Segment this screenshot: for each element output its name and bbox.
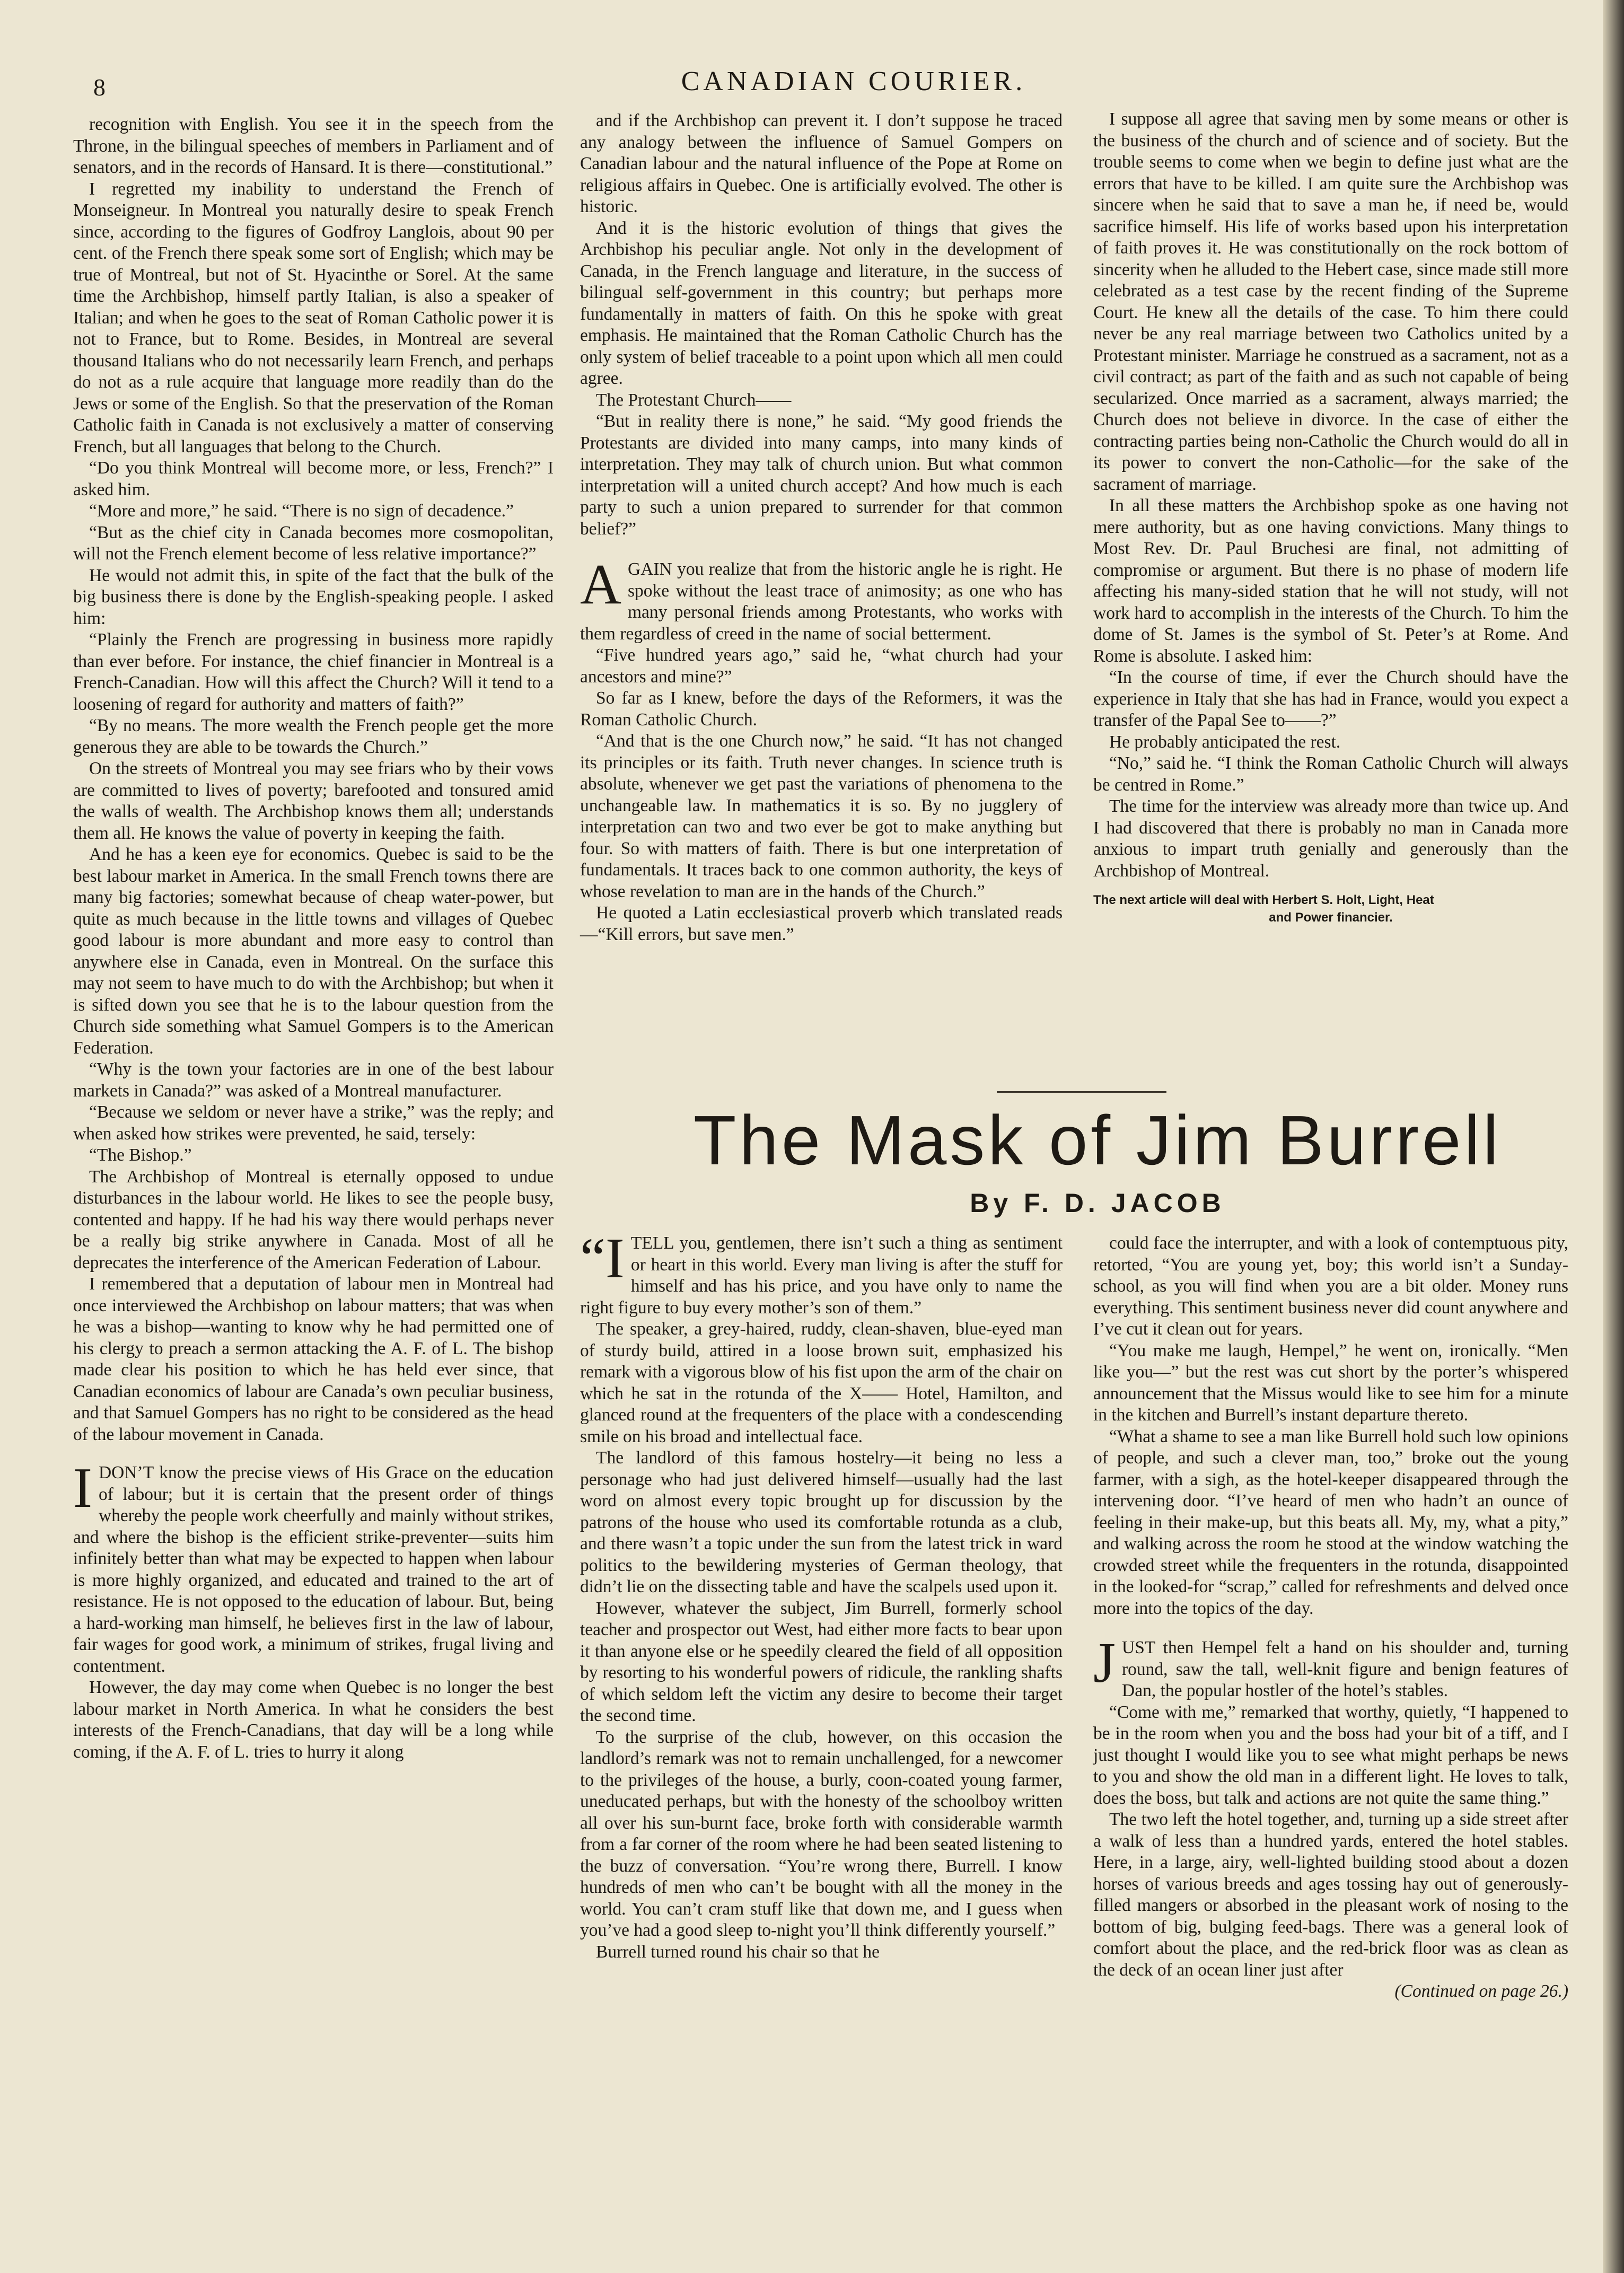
paragraph: So far as I knew, before the days of the Reformers, it was the Roman Catholic Church.	[580, 688, 1063, 730]
paragraph: The Archbishop of Montreal is eternally opposed to undue disturbances in the labour world. He likes to see the people busy, contented and happy. If he had his way there would perhaps never be a really big strike anywhere in Canada. Most of all he deprecates the interference of the American Federation of Labour.	[73, 1166, 554, 1272]
paragraph: And it is the historic evolution of things that gives the Archbishop his peculiar angle. Not only in the development of Canada, in the French language and literature, in the success of bilingual self-government in this country; but perhaps more fundamentally in matters of faith. On this he spoke with great emphasis. He maintained that the Roman Catholic Church has the only system of belief traceable to a point upon which all men could agree.	[580, 218, 1063, 388]
story-column-2	[580, 1227, 1063, 1963]
story-column-3	[1093, 1233, 1568, 2003]
drop-cap: A	[580, 553, 621, 616]
paragraph: “Plainly the French are progressing in business more rapidly than ever before. For instance, the chief financier in Montreal is a French-Canadian. How will this affect the Church? Will it tend to a loosening of regard for authority and matters of faith?”	[73, 630, 554, 714]
paragraph: In all these matters the Archbishop spoke as one having not mere authority, but as one having convictions. Many things to Most Rev. Dr. Paul Bruchesi are final, not admitting of compromise or argument. But there is no phase of modern life affecting his many-sided station that he will not study, will not work hard to accomplish in the interests of the Church. To him the dome of St. James is the symbol of St. Peter’s at Rome. And Rome is absolute. I asked him:	[1093, 496, 1568, 666]
paragraph: The time for the interview was already more than twice up. And I had discovered that there is probably no man in Canada more anxious to impart truth genially and generously than the Archbishop of Montreal.	[1093, 796, 1568, 881]
column-1	[73, 114, 554, 1763]
paragraph: “More and more,” he said. “There is no sign of decadence.”	[89, 501, 514, 521]
paragraph	[580, 553, 1063, 645]
paragraph: “In the course of time, if ever the Church should have the experience in Italy that she has had in France, would you expect a transfer of the Papal See to——?”	[1093, 668, 1568, 730]
paragraph: “But as the chief city in Canada becomes more cosmopolitan, will not the French element become of less relative importance?”	[73, 522, 554, 564]
paragraph: However, whatever the subject, Jim Burrell, formerly school teacher and prospector out West, had either more facts to bear upon it than anyone else or he speedily cleared the field of all opposition by resorting to his wonderful powers of ridicule, the rankling shafts of which seldom left the victim any desire to become their target the second time.	[580, 1598, 1063, 1725]
paragraph: “Why is the town your factories are in one of the best labour markets in Canada?” was asked of a Montreal manufacturer.	[73, 1059, 554, 1101]
paragraph: The landlord of this famous hostelry—it being no less a personage who had just delivered himself—usually had the last word on almost every topic brought up for discussion by the patrons of the house who used its comfortable rotunda as a club, and there wasn’t a topic under the sun from the latest trick in ward politics to the bewildering mysteries of German theology, that didn’t lie on the dissecting table and have the scalpels used upon it.	[580, 1448, 1063, 1596]
paragraph: could face the interrupter, and with a look of contemptuous pity, retorted, “You are young yet, boy; this world isn’t a Sunday-school, as you will find when you are a bit older. Money runs everything. This sentiment business never did count anywhere and I’ve cut it clean out for years.	[1093, 1233, 1568, 1339]
note-line-1: The next article will deal with Herbert S. Holt, Light, Heat	[1093, 893, 1434, 907]
drop-cap: “I	[580, 1227, 625, 1290]
paragraph: He quoted a Latin ecclesiastical proverb which translated reads—“Kill errors, but save men.”	[580, 903, 1063, 944]
story-column-3-paragraphs-b	[1093, 1702, 1568, 1981]
story-byline: By F. D. JACOB	[970, 1188, 1225, 1218]
paragraph: “But in reality there is none,” he said. “My good friends the Protestants are divided into many camps, into many kinds of interpretation. They may talk of church union. But what common interpretation will a united church accept? And how much is each party to such a union prepared to surrender for that common belief?”	[580, 411, 1063, 539]
paragraph: On the streets of Montreal you may see friars who by their vows are committed to lives of poverty; barefooted and tonsured amid the walls of wealth. The Archbishop knows them all; understands them all. He knows the value of poverty in keeping the faith.	[73, 759, 554, 843]
paragraph: and if the Archbishop can prevent it. I don’t suppose he traced any analogy between the influence of Samuel Gompers on Canadian labour and the natural influence of the Pope at Rome on religious affairs in Quebec. One is artificially evolved. The other is historic.	[580, 111, 1063, 216]
paragraph: He probably anticipated the rest.	[1109, 732, 1341, 752]
paragraph: I regretted my inability to understand the French of Monseigneur. In Montreal you naturally desire to speak French since, according to the figures of Godfroy Langlois, about 90 per cent. of the French there speak some sort of English; which may be true of Montreal, but not of St. Hyacinthe or Sorel. At the same time the Archbishop, himself partly Italian, is also a speaker of Italian; and when he goes to the seat of Roman Catholic power it is not to France, but to Rome. Besides, in Montreal are several thousand Italians who do not necessarily learn French, and perhaps do not as a rule acquire that language more readily than do the Jews or some of the English. So that the preservation of the Roman Catholic faith in Canada is not exclusively a matter of conserving French, but all languages that belong to the Church.	[73, 179, 554, 457]
paragraph	[580, 1227, 1063, 1319]
separator-rule	[997, 1091, 1166, 1093]
paragraph: “And that is the one Church now,” he said. “It has not changed its principles or its faith. Truth never changes. In science truth is absolute, whenever we get past the variations of phenomena to the unchangeable law. In mathematics it is so. By no jugglery of interpretation can two and two ever be got to make anything but four. So with matters of faith. There is but one interpretation of fundamentals. It traces back to one common authority, the keys of whose revelation to man are in the hands of the Church.”	[580, 731, 1063, 901]
paragraph: The speaker, a grey-haired, ruddy, clean-shaven, blue-eyed man of sturdy build, attired in a loose brown suit, emphasized his remark with a vigorous blow of his fist upon the arm of the chair on which he sat in the rotunda of the X—— Hotel, Hamilton, and glanced round at the frequenters of the place with a condescending smile on his broad and intellectual face.	[580, 1319, 1063, 1446]
paragraph: I suppose all agree that saving men by some means or other is the business of the church and of science and of society. But the trouble seems to come when we begin to define just what are the errors that have to be killed. I am quite sure the Archbishop was sincere when he said that to save a man he, if need be, would sacrifice himself. His life of works based upon his interpretation of faith proves it. He was constitutionally on the rock bottom of sincerity when he alluded to the Hebert case, since made still more celebrated as a test case by the recent finding of the Supreme Court. He knew all the details of the case. To him there could never be any real marriage between two Catholics united by a Protestant minister. Marriage he construed as a sacrament, not as a civil contract; as part of the faith and as such not capable of being secularized. Once married as a sacrament, always married; the Church does not believe in divorce. In the case of either the contracting parties being non-Catholic the Church would do all in its power to convert the non-Catholic—for the sake of the sacrament of marriage.	[1093, 109, 1568, 494]
column-2	[580, 110, 1063, 945]
paragraph: I remembered that a deputation of labour men in Montreal had once interviewed the Archbishop on labour matters; that was when he was a bishop—wanting to know why he had permitted one of his clergy to preach a sermon attacking the A. F. of L. The bishop made clear his position to which he has held ever since, that Canadian economics of labour are Canada’s own peculiar business, and that Samuel Gompers has no right to be considered as the head of the labour movement in Canada.	[73, 1274, 554, 1444]
paragraph-text: UST then Hempel felt a hand on his shoulder and, turning round, saw the tall, well-knit figure and benign features of Dan, the popular hostler of the hotel’s stables.	[1122, 1638, 1568, 1700]
paragraph: “What a shame to see a man like Burrell hold such low opinions of people, and such a clever man, too,” broke out the young farmer, with a sigh, as the hotel-keeper disappeared through the intervening door. “I’ve heard of men who hadn’t an ounce of feeling in their make-up, but this beats all. My, my, what a pity,” and walking across the room he stood at the window watching the crowded street while the frequenters in the rotunda, disappointed in the looked-for “scrap,” called for refreshments and delved once more into the topics of the day.	[1093, 1426, 1568, 1618]
story-title: The Mask of Jim Burrell	[693, 1101, 1502, 1179]
paragraph-text: TELL you, gentlemen, there isn’t such a thing as sentiment or heart in this world. Every man living is after the stuff for himself and has his price, and you have only to name the right figure to buy every mother’s son of them.”	[580, 1233, 1063, 1318]
paragraph: “Do you think Montreal will become more, or less, French?” I asked him.	[73, 458, 554, 499]
paragraph: “No,” said he. “I think the Roman Catholic Church will always be centred in Rome.”	[1093, 753, 1568, 795]
column-1-paragraphs	[73, 114, 554, 1445]
paragraph: “Five hundred years ago,” said he, “what church had your ancestors and mine?”	[580, 645, 1063, 687]
paragraph: “By no means. The more wealth the French people get the more generous they are able to be towards the Church.”	[73, 716, 554, 757]
paragraph: To the surprise of the club, however, on this occasion the landlord’s remark was not to remain unchallenged, for a newcomer to the privileges of the house, a burly, coon-coated young farmer, uneducated perhaps, but with the honesty of the schoolboy written all over his sun-burnt face, broke forth with considerable warmth from a far corner of the room where he had been seated listening to the buzz of conversation. “You’re wrong there, Burrell. I know hundreds of men who can’t be bought with all the money in the world. You can’t cram stuff like that down me, and I guess when you’ve had a good sleep to-night you’ll think differently yourself.”	[580, 1727, 1063, 1940]
paragraph: He would not admit this, in spite of the fact that the bulk of the big business there is done by the English-speaking people. I asked him:	[73, 565, 554, 628]
paragraph: The Protestant Church——	[596, 390, 792, 410]
paragraph: Burrell turned round his chair so that he	[596, 1942, 880, 1962]
column-2-paragraphs	[580, 110, 1063, 540]
paragraph: “You make me laugh, Hempel,” he went on, ironically. “Men like you—” but the rest was cut short by the porter’s whispered announcement that the Missus would like to see him for a minute in the kitchen and Burrell’s instant departure thereto.	[1093, 1340, 1568, 1425]
paragraph: recognition with English. You see it in the speech from the Throne, in the bilingual speeches of members in Parliament and of senators, and in the records of Hansard. It is there—constitutional.”	[73, 115, 554, 177]
drop-cap: J	[1093, 1631, 1116, 1695]
paragraph	[1093, 1631, 1568, 1702]
paragraph	[73, 1456, 554, 1677]
next-article-note	[1093, 891, 1568, 926]
column-3-paragraphs	[1093, 109, 1568, 882]
story-column-2-paragraphs	[580, 1319, 1063, 1963]
paragraph: “The Bishop.”	[89, 1145, 192, 1165]
continued-note: (Continued on page 26.)	[1394, 1981, 1568, 2001]
column-2-paragraphs-b	[580, 645, 1063, 945]
paragraph: “Because we seldom or never have a strike,” was the reply; and when asked how strikes were prevented, he said, tersely:	[73, 1102, 554, 1144]
paragraph: “Come with me,” remarked that worthy, quietly, “I happened to be in the room when you and the boss had your bit of a tiff, and I just thought I would like you to see what might perhaps be news to you and show the old man in a different light. He loves to talk, does the boss, but talk and actions are not quite the same thing.”	[1093, 1702, 1568, 1808]
page-number: 8	[93, 74, 106, 101]
drop-cap: I	[73, 1456, 92, 1520]
column-3	[1093, 109, 1568, 926]
paragraph-text: DON’T know the precise views of His Grace on the education of labour; but it is certain that the present order of things whereby the people work cheerfully and mainly without strikes, and where the bishop is the efficient strike-preventer—suits him infinitely better than what may be expected to happen when labour is more highly organized, and educated and trained to the art of resistance. He is not opposed to the education of labour. But, being a hard-working man himself, he believes first in the law of labour, fair wages for good work, a minimum of strikes, frugal living and contentment.	[73, 1463, 554, 1676]
masthead: CANADIAN COURIER.	[681, 66, 1026, 96]
paragraph: And he has a keen eye for economics. Quebec is said to be the best labour market in America. In the small French towns there are many big factories; somewhat because of cheap water-power, but quite as much because in the little towns and villages of Quebec good labour is more abundant and more easy to control than anywhere else in Canada, even in Montreal. On the surface this may not seem to have much to do with the Archbishop; but when it is sifted down you see that he is to the labour question from the Church side something what Samuel Gompers is to the American Federation.	[73, 845, 554, 1058]
paragraph-text: GAIN you realize that from the historic angle he is right. He spoke without the least trace of animosity; as one who has many personal friends among Protestants, who works with them regardless of creed in the name of social betterment.	[580, 559, 1063, 644]
story-column-3-paragraphs	[1093, 1233, 1568, 1619]
paragraph: However, the day may come when Quebec is no longer the best labour market in North America. In what he considers the best interests of the French-Canadians, that day will be a long while coming, if the A. F. of L. tries to hurry it along	[73, 1678, 554, 1762]
paragraph: The two left the hotel together, and, turning up a side street after a walk of less than a hundred yards, entered the hotel stables. Here, in a large, airy, well-lighted building stood about a dozen horses of various breeds and ages tossing hay out of generously-filled mangers or absorbed in the pleasant work of nosing to the bottom of big, bulging feed-bags. There was a general look of comfort about the place, and the red-brick floor was as clean as the deck of an ocean liner just after	[1093, 1810, 1568, 1980]
note-line-2: and Power financier.	[1269, 910, 1393, 925]
